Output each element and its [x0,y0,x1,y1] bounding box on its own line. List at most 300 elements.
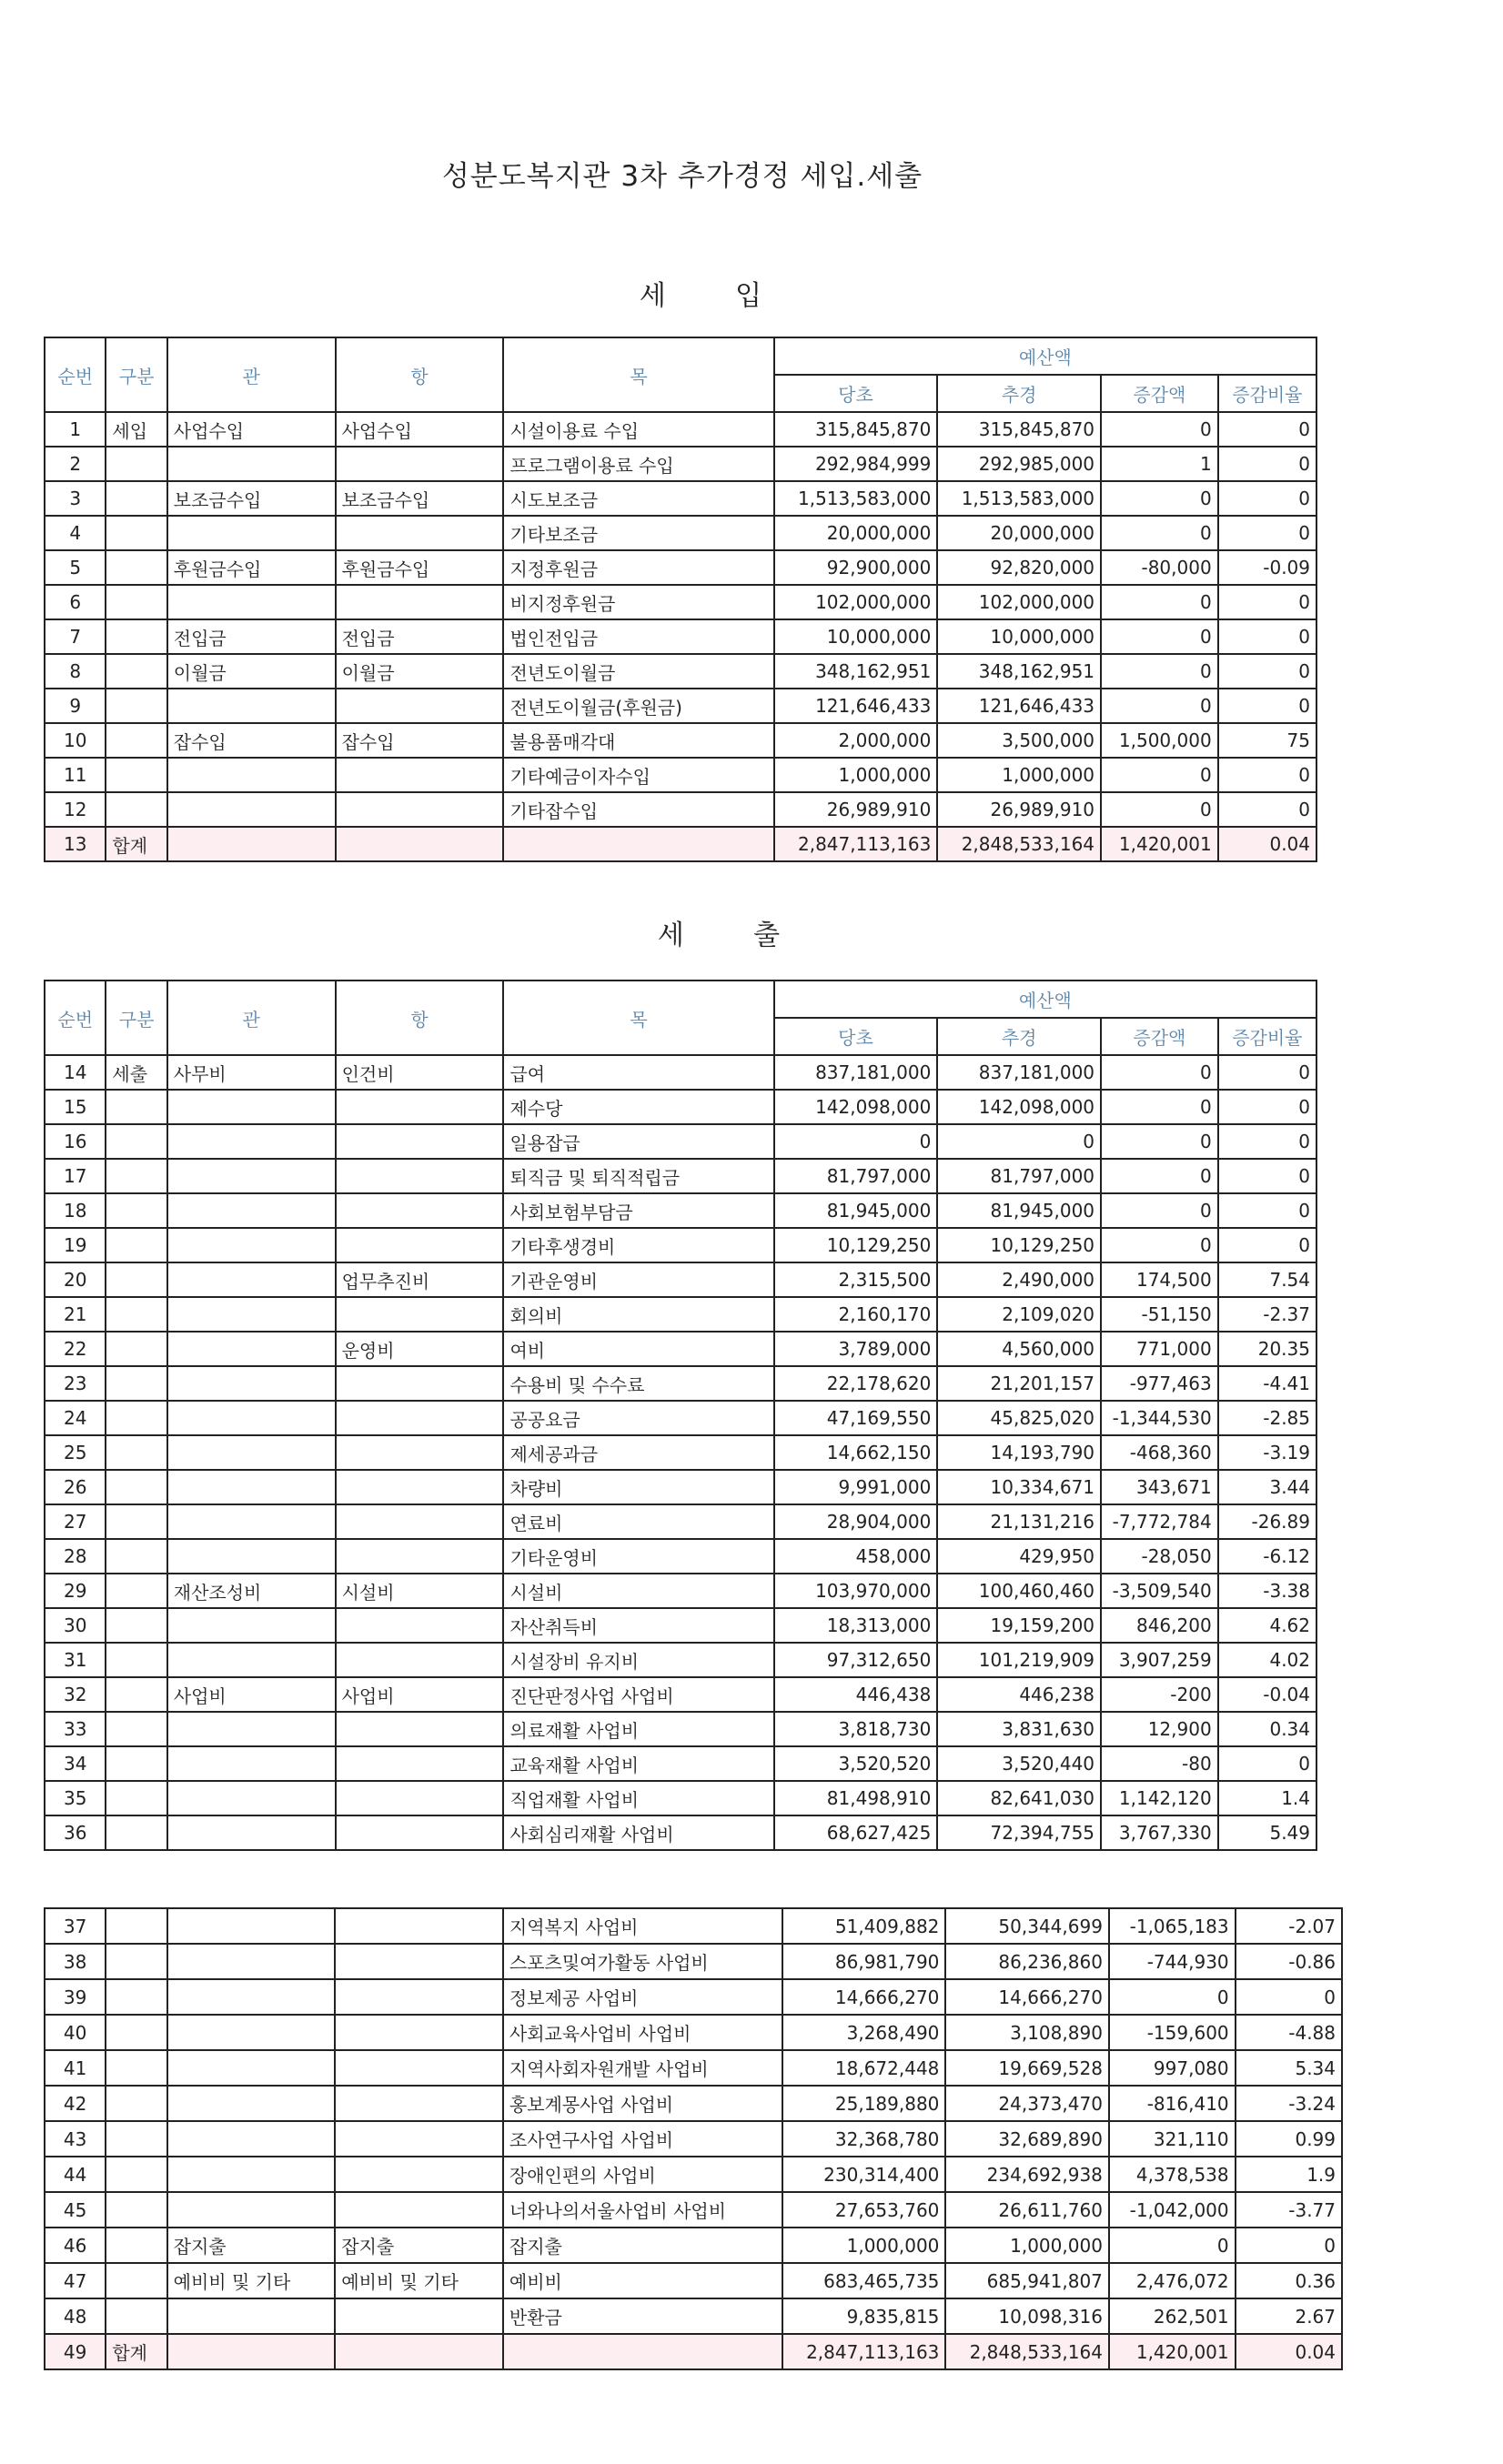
row-division [106,1712,166,1746]
row-hang [336,1124,504,1159]
table-row [45,723,1316,758]
row-ratio: 0 [1218,516,1316,550]
row-initial: 3,789,000 [774,1332,938,1366]
row-mok: 불용품매각대 [503,723,773,758]
table-row [45,1366,1316,1401]
row-gwan: 예비비 및 기타 [167,2263,336,2298]
row-division: 세출 [106,1055,166,1090]
row-initial: 446,438 [774,1677,938,1712]
row-diff: 12,900 [1101,1712,1218,1746]
row-number: 28 [45,1539,106,1574]
row-division [106,2086,166,2121]
row-ratio: -4.41 [1218,1366,1316,1401]
row-diff: 0 [1101,1090,1218,1124]
row-initial: 837,181,000 [774,1055,938,1090]
row-hang [336,1815,504,1850]
row-number: 25 [45,1435,106,1470]
row-diff: 0 [1101,619,1218,654]
row-initial: 25,189,880 [782,2086,946,2121]
total-initial: 2,847,113,163 [774,827,938,861]
row-revised: 26,611,760 [945,2192,1109,2228]
row-number: 29 [45,1574,106,1608]
row-initial: 142,098,000 [774,1090,938,1124]
row-division [106,1159,166,1193]
row-hang [336,447,504,481]
table-row [45,412,1316,447]
row-hang [336,1297,504,1332]
row-revised: 82,641,030 [937,1781,1101,1815]
row-revised: 10,000,000 [937,619,1101,654]
row-initial: 32,368,780 [782,2121,946,2157]
row-mok: 프로그램이용료 수입 [503,447,773,481]
row-number: 15 [45,1090,106,1124]
table-row [45,758,1316,792]
row-mok: 교육재활 사업비 [503,1746,773,1781]
total-label: 합계 [106,2334,166,2369]
row-diff: 1 [1101,447,1218,481]
row-ratio: -4.88 [1236,2015,1342,2050]
row-hang [335,1979,503,2015]
row-mok: 의료재활 사업비 [503,1712,773,1746]
row-revised: 121,646,433 [937,689,1101,723]
row-division [106,1366,166,1401]
row-hang [335,2157,503,2192]
row-division [106,1090,166,1124]
total-empty [335,2334,503,2369]
row-gwan [167,2050,336,2086]
row-mok: 전년도이월금 [503,654,773,689]
row-revised: 19,669,528 [945,2050,1109,2086]
row-diff: -816,410 [1109,2086,1236,2121]
row-diff: -80,000 [1101,550,1218,585]
row-mok: 비지정후원금 [503,585,773,619]
row-hang: 보조금수입 [336,481,504,516]
row-initial: 18,672,448 [782,2050,946,2086]
total-diff: 1,420,001 [1109,2334,1236,2369]
row-division [106,1608,166,1643]
row-initial: 2,315,500 [774,1262,938,1297]
row-mok: 정보제공 사업비 [503,1979,782,2015]
row-division [106,2050,166,2086]
row-mok: 차량비 [503,1470,773,1504]
total-empty [336,827,504,861]
row-ratio: -0.04 [1218,1677,1316,1712]
header-div: 구분 [106,337,166,412]
row-ratio: 0 [1218,1090,1316,1124]
row-division [106,1979,166,2015]
row-mok: 일용잡급 [503,1124,773,1159]
row-initial: 51,409,882 [782,1908,946,1944]
row-ratio: -6.12 [1218,1539,1316,1574]
total-empty [167,827,336,861]
table-row [45,1504,1316,1539]
row-gwan [167,1504,336,1539]
row-diff: 3,767,330 [1101,1815,1218,1850]
row-mok: 자산취득비 [503,1608,773,1643]
row-division [106,654,166,689]
row-revised: 1,000,000 [937,758,1101,792]
row-diff: 1,500,000 [1101,723,1218,758]
row-revised: 81,945,000 [937,1193,1101,1228]
row-mok: 시설비 [503,1574,773,1608]
table-row [45,516,1316,550]
row-initial: 9,991,000 [774,1470,938,1504]
row-revised: 142,098,000 [937,1090,1101,1124]
row-mok: 퇴직금 및 퇴직적립금 [503,1159,773,1193]
row-revised: 101,219,909 [937,1643,1101,1677]
row-ratio: 0 [1218,1228,1316,1262]
row-number: 33 [45,1712,106,1746]
row-diff: 4,378,538 [1109,2157,1236,2192]
row-initial: 103,970,000 [774,1574,938,1608]
row-gwan [167,1332,336,1366]
row-number: 16 [45,1124,106,1159]
row-diff: 0 [1101,1193,1218,1228]
row-division [106,1504,166,1539]
row-division [106,1539,166,1574]
row-revised: 3,831,630 [937,1712,1101,1746]
row-mok: 지정후원금 [503,550,773,585]
total-label: 합계 [106,827,166,861]
row-division [106,689,166,723]
table-row [45,2015,1342,2050]
row-hang [336,1366,504,1401]
row-ratio: 0 [1218,447,1316,481]
row-revised: 92,820,000 [937,550,1101,585]
row-initial: 10,129,250 [774,1228,938,1262]
row-revised: 3,520,440 [937,1746,1101,1781]
row-revised: 1,000,000 [945,2228,1109,2263]
row-diff: 2,476,072 [1109,2263,1236,2298]
row-mok: 공공요금 [503,1401,773,1435]
total-diff: 1,420,001 [1101,827,1218,861]
row-ratio: 0.36 [1236,2263,1342,2298]
row-diff: 846,200 [1101,1608,1218,1643]
row-ratio: 1.9 [1236,2157,1342,2192]
row-initial: 18,313,000 [774,1608,938,1643]
row-ratio: -3.24 [1236,2086,1342,2121]
row-initial: 28,904,000 [774,1504,938,1539]
row-gwan: 보조금수입 [167,481,336,516]
row-gwan [167,1781,336,1815]
row-initial: 68,627,425 [774,1815,938,1850]
document-title: 성분도복지관 3차 추가경정 세입.세출 [441,160,923,193]
row-division [106,1746,166,1781]
row-ratio: 5.49 [1218,1815,1316,1850]
row-revised: 3,108,890 [945,2015,1109,2050]
row-gwan [167,1979,336,2015]
row-hang [336,792,504,827]
row-hang [336,516,504,550]
row-hang [336,1401,504,1435]
header-ratio: 증감비율 [1218,375,1316,412]
row-initial: 97,312,650 [774,1643,938,1677]
table-row [45,1470,1316,1504]
row-mok: 제수당 [503,1090,773,1124]
total-initial: 2,847,113,163 [782,2334,946,2369]
row-diff: 1,142,120 [1101,1781,1218,1815]
row-number: 30 [45,1608,106,1643]
expense-table-continued [44,1907,1343,2370]
row-diff: 0 [1101,412,1218,447]
row-ratio: 0 [1218,1159,1316,1193]
row-division [106,516,166,550]
row-revised: 837,181,000 [937,1055,1101,1090]
table-row [45,447,1316,481]
row-mok: 기타예금이자수입 [503,758,773,792]
row-hang: 후원금수입 [336,550,504,585]
row-hang [336,1504,504,1539]
row-hang [336,1608,504,1643]
row-ratio: -26.89 [1218,1504,1316,1539]
header-hang: 항 [336,981,504,1055]
row-mok: 반환금 [503,2298,782,2334]
row-division [106,1193,166,1228]
row-diff: -51,150 [1101,1297,1218,1332]
row-diff: -1,344,530 [1101,1401,1218,1435]
row-mok: 예비비 [503,2263,782,2298]
header-mok: 목 [503,337,773,412]
row-revised: 14,193,790 [937,1435,1101,1470]
row-initial: 1,000,000 [774,758,938,792]
row-revised: 446,238 [937,1677,1101,1712]
header-initial: 당초 [774,1018,938,1055]
row-division [106,1944,166,1979]
row-division [106,1643,166,1677]
table-row [45,1608,1316,1643]
table-row [45,2121,1342,2157]
row-initial: 348,162,951 [774,654,938,689]
row-division [106,1228,166,1262]
table-row [45,1297,1316,1332]
row-hang [335,1944,503,1979]
row-gwan [167,2086,336,2121]
row-mok: 사회교육사업비 사업비 [503,2015,782,2050]
row-ratio: 0 [1218,619,1316,654]
row-revised: 10,334,671 [937,1470,1101,1504]
row-mok: 진단판정사업 사업비 [503,1677,773,1712]
row-mok: 기타후생경비 [503,1228,773,1262]
row-ratio: 4.62 [1218,1608,1316,1643]
row-gwan: 후원금수입 [167,550,336,585]
row-initial: 14,662,150 [774,1435,938,1470]
row-ratio: 0 [1218,412,1316,447]
row-hang [336,1539,504,1574]
total-revised: 2,848,533,164 [937,827,1101,861]
table-row [45,1746,1316,1781]
row-division [106,1677,166,1712]
row-diff: 343,671 [1101,1470,1218,1504]
row-gwan [167,1159,336,1193]
row-ratio: -2.85 [1218,1401,1316,1435]
header-no: 순번 [45,981,106,1055]
row-number: 1 [45,412,106,447]
row-hang [335,2121,503,2157]
total-no: 49 [45,2334,106,2369]
row-hang [335,2015,503,2050]
total-empty [503,827,773,861]
row-gwan: 잡지출 [167,2228,336,2263]
row-gwan [167,1608,336,1643]
row-gwan [167,1539,336,1574]
table-row [45,1159,1316,1193]
row-division [106,792,166,827]
row-number: 21 [45,1297,106,1332]
row-diff: -200 [1101,1677,1218,1712]
row-hang: 사업수입 [336,412,504,447]
table-row [45,2050,1342,2086]
row-ratio: -2.37 [1218,1297,1316,1332]
row-gwan [167,1193,336,1228]
row-mok: 잡지출 [503,2228,782,2263]
row-revised: 2,109,020 [937,1297,1101,1332]
row-hang: 전입금 [336,619,504,654]
row-mok: 지역복지 사업비 [503,1908,782,1944]
row-ratio: 0 [1218,1193,1316,1228]
row-revised: 14,666,270 [945,1979,1109,2015]
row-revised: 2,490,000 [937,1262,1101,1297]
table-row [45,1124,1316,1159]
row-revised: 21,201,157 [937,1366,1101,1401]
expense-rows-continued [45,1908,1342,2334]
row-diff: -977,463 [1101,1366,1218,1401]
row-mok: 시설이용료 수입 [503,412,773,447]
row-initial: 1,513,583,000 [774,481,938,516]
row-diff: 0 [1101,1159,1218,1193]
row-initial: 14,666,270 [782,1979,946,2015]
row-diff: 0 [1109,1979,1236,2015]
total-ratio: 0.04 [1236,2334,1342,2369]
income-table [44,337,1317,862]
row-hang [336,1746,504,1781]
row-ratio: -2.07 [1236,1908,1342,1944]
row-division [106,1435,166,1470]
row-revised: 50,344,699 [945,1908,1109,1944]
row-hang [336,1090,504,1124]
table-row [45,2263,1342,2298]
row-number: 27 [45,1504,106,1539]
row-number: 4 [45,516,106,550]
header-mok: 목 [503,981,773,1055]
table-row [45,2157,1342,2192]
row-ratio: 0 [1218,654,1316,689]
row-number: 26 [45,1470,106,1504]
row-ratio: 2.67 [1236,2298,1342,2334]
header-diff: 증감액 [1101,1018,1218,1055]
row-initial: 458,000 [774,1539,938,1574]
row-hang [336,689,504,723]
row-gwan [167,1401,336,1435]
header-gwan: 관 [167,337,336,412]
row-hang: 운영비 [336,1332,504,1366]
row-hang: 이월금 [336,654,504,689]
row-revised: 4,560,000 [937,1332,1101,1366]
row-diff: 174,500 [1101,1262,1218,1297]
row-mok: 수용비 및 수수료 [503,1366,773,1401]
row-gwan: 이월금 [167,654,336,689]
row-number: 31 [45,1643,106,1677]
row-gwan [167,2121,336,2157]
row-initial: 9,835,815 [782,2298,946,2334]
table-row [45,1228,1316,1262]
row-number: 7 [45,619,106,654]
row-diff: -744,930 [1109,1944,1236,1979]
income-section-title: 세 입 [639,280,762,312]
row-diff: 0 [1101,1124,1218,1159]
row-initial: 3,268,490 [782,2015,946,2050]
row-ratio: 20.35 [1218,1332,1316,1366]
row-hang [335,2086,503,2121]
row-gwan [167,758,336,792]
row-revised: 100,460,460 [937,1574,1101,1608]
row-division [106,1574,166,1608]
table-row [45,1643,1316,1677]
expense-rows [45,1055,1316,1850]
row-gwan: 사업비 [167,1677,336,1712]
row-revised: 292,985,000 [937,447,1101,481]
row-division [106,1297,166,1332]
row-hang [336,585,504,619]
header-div: 구분 [106,981,166,1055]
header-revised: 추경 [937,375,1101,412]
row-initial: 27,653,760 [782,2192,946,2228]
table-row [45,1979,1342,2015]
row-diff: 0 [1101,758,1218,792]
row-ratio: 0 [1218,758,1316,792]
row-initial: 81,945,000 [774,1193,938,1228]
total-empty [503,2334,782,2369]
row-division [106,1332,166,1366]
row-hang [336,1470,504,1504]
row-division [106,619,166,654]
row-revised: 19,159,200 [937,1608,1101,1643]
row-mok: 너와나의서울사업비 사업비 [503,2192,782,2228]
header-initial: 당초 [774,375,938,412]
row-hang [336,758,504,792]
row-initial: 102,000,000 [774,585,938,619]
row-gwan: 사무비 [167,1055,336,1090]
row-revised: 21,131,216 [937,1504,1101,1539]
row-hang: 예비비 및 기타 [335,2263,503,2298]
row-ratio: -3.38 [1218,1574,1316,1608]
row-initial: 3,818,730 [774,1712,938,1746]
row-number: 9 [45,689,106,723]
row-number: 35 [45,1781,106,1815]
row-diff: -159,600 [1109,2015,1236,2050]
row-number: 17 [45,1159,106,1193]
row-number: 46 [45,2228,106,2263]
income-total-row [45,827,1316,861]
row-hang: 시설비 [336,1574,504,1608]
row-hang: 잡수입 [336,723,504,758]
row-number: 14 [45,1055,106,1090]
table-row [45,1401,1316,1435]
row-gwan [167,1470,336,1504]
row-number: 10 [45,723,106,758]
row-number: 41 [45,2050,106,2086]
row-mok: 시설장비 유지비 [503,1643,773,1677]
row-diff: 997,080 [1109,2050,1236,2086]
row-ratio: 5.34 [1236,2050,1342,2086]
row-number: 23 [45,1366,106,1401]
table-row [45,654,1316,689]
row-mok: 사회심리재활 사업비 [503,1815,773,1850]
row-gwan [167,516,336,550]
row-diff: -1,065,183 [1109,1908,1236,1944]
row-division [106,2192,166,2228]
row-mok: 장애인편의 사업비 [503,2157,782,2192]
row-revised: 348,162,951 [937,654,1101,689]
